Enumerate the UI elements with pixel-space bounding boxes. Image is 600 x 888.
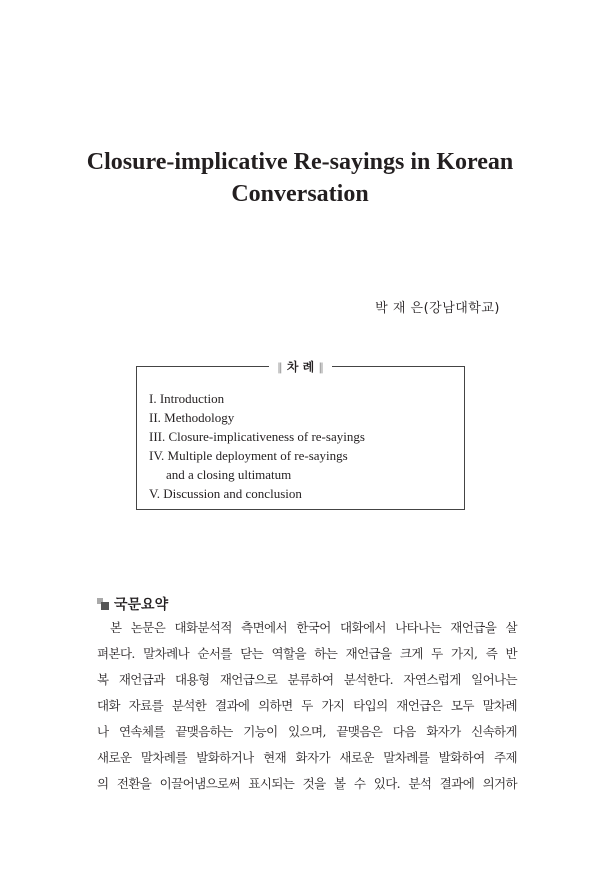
table-of-contents [136, 360, 465, 510]
abstract-line: 본 논문은 대화분석적 측면에서 한국어 대화에서 나타나는 재언급을 살 [110, 620, 517, 635]
abstract-line: 대화 자료를 분석한 결과에 의하면 두 가지 타입의 재언급은 모두 말차례 [97, 698, 517, 713]
title-line-1: Closure-implicative Re-sayings in Korean [86, 149, 514, 175]
toc-item: II. Methodology [149, 410, 235, 425]
toc-heading [137, 357, 464, 377]
abstract-line: 새로운 말차례를 발화하거나 현재 화자가 새로운 말차례를 발화하여 주제 [97, 750, 517, 765]
toc-item: IV. Multiple deployment of re-sayings [149, 448, 348, 463]
toc-item-continuation: and a closing ultimatum [166, 467, 292, 482]
abstract-line: 의 전환을 이끌어냄으로써 표시되는 것을 볼 수 있다. 분석 결과에 의거하 [97, 776, 517, 791]
author-affiliation: 박 재 은(강남대학교) [375, 301, 500, 316]
abstract-line: 복 재언급과 대용형 재언급으로 분류하여 분석한다. 자연스럽게 일어나는 [97, 672, 517, 687]
paper-title [50, 146, 550, 210]
toc-heading-right-bars: ∥ [318, 361, 324, 374]
abstract-heading-text: 국문요약 [114, 597, 169, 613]
abstract-body [97, 615, 517, 797]
title-line-2: Conversation [231, 181, 369, 207]
square-bullet-icon [97, 598, 111, 610]
toc-list [149, 389, 365, 503]
toc-item: I. Introduction [149, 391, 225, 406]
abstract-heading [97, 594, 168, 614]
toc-heading-text: 차 례 [286, 360, 315, 374]
abstract-line: 나 연속체를 끝맺음하는 기능이 있으며, 끝맺음은 다음 화자가 신속하게 [97, 724, 517, 739]
toc-item: III. Closure-implicativeness of re-sayings [149, 429, 365, 444]
toc-item: V. Discussion and conclusion [149, 486, 302, 501]
toc-heading-left-bars: ∥ [277, 361, 283, 374]
abstract-line: 펴본다. 말차례나 순서를 닫는 역할을 하는 재언급을 크게 두 가지, 즉 반 [97, 646, 517, 661]
